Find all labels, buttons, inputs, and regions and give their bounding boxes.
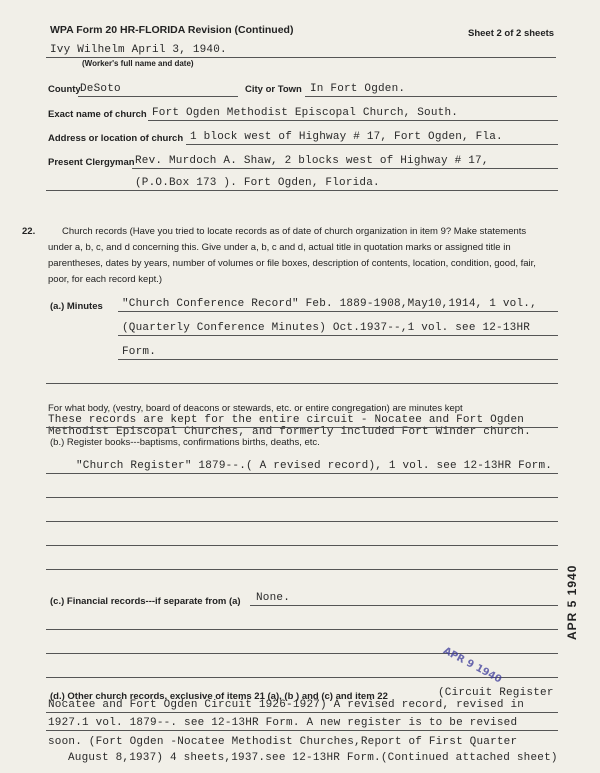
other-records-rule-1: [46, 712, 558, 713]
financial-rule-2: [46, 629, 558, 630]
worker-label: (Worker's full name and date): [82, 59, 194, 68]
register-label: (b.) Register books---baptisms, confirmations births, deaths, etc.: [50, 437, 320, 448]
church-name-value: Fort Ogden Methodist Episcopal Church, South.: [152, 107, 459, 119]
clergy-rule: [132, 168, 558, 169]
city-rule: [305, 96, 557, 97]
instructions-line-4: poor, for each record kept.): [48, 274, 163, 285]
body-rule: [46, 427, 558, 428]
city-label: City or Town: [245, 84, 302, 95]
other-records-line-3: 1927.1 vol. 1879--. see 12-13HR Form. A new register is to be revised: [48, 717, 518, 729]
church-name-rule: [148, 120, 558, 121]
instructions-line-1: Church records (Have you tried to locate records as of date of church organization in item 9? Make statements: [62, 226, 527, 237]
vertical-date-stamp: APR 5 1940: [565, 564, 579, 640]
other-records-line-2: Nocatee and Fort Ogden Circuit 1926-1927) A revised record, revised in: [48, 699, 525, 711]
address-label: Address or location of church: [48, 133, 184, 144]
financial-rule-3: [46, 653, 558, 654]
register-rule-5: [46, 569, 558, 570]
minutes-line-2: (Quarterly Conference Minutes) Oct.1937--,1 vol. see 12-13HR: [122, 322, 531, 334]
register-rule-2: [46, 497, 558, 498]
worker-rule: [46, 57, 556, 58]
other-records-line-5: August 8,1937) 4 sheets,1937.see 12-13HR Form.(Continued attached sheet): [68, 752, 558, 764]
clergy-rule-2: [46, 190, 558, 191]
county-value: DeSoto: [80, 83, 121, 95]
minutes-rule-1: [118, 311, 558, 312]
minutes-label: (a.) Minutes: [50, 301, 103, 312]
clergy-value: Rev. Murdoch A. Shaw, 2 blocks west of Highway # 17,: [135, 155, 489, 167]
register-rule-4: [46, 545, 558, 546]
financial-value: None.: [256, 592, 291, 604]
body-label: For what body, (vestry, board of deacons or stewards, etc. or entire congregation) are minutes kept: [48, 403, 463, 414]
minutes-rule-4: [46, 383, 558, 384]
minutes-line-3: Form.: [122, 346, 157, 358]
county-rule: [78, 96, 238, 97]
worker-name-date: Ivy Wilhelm April 3, 1940.: [50, 44, 227, 56]
address-value: 1 block west of Highway # 17, Fort Ogden, Fla.: [190, 131, 503, 143]
financial-label: (c.) Financial records---if separate from (a): [50, 596, 241, 607]
register-line: "Church Register" 1879--.( A revised record), 1 vol. see 12-13HR Form.: [76, 460, 553, 472]
church-name-label: Exact name of church: [48, 109, 147, 120]
clergy-label: Present Clergyman: [48, 157, 135, 168]
received-stamp: APR 9 1940: [441, 645, 504, 686]
item-number: 22.: [22, 226, 36, 237]
body-line-2: Methodist Episcopal Churches, and formerly included Fort Winder church.: [48, 426, 531, 438]
instructions-line-2: under a, b, c, and d concerning this. Give under a, b, c and d, actual title in quotation marks or assigned title in: [48, 242, 511, 253]
sheet-number: Sheet 2 of 2 sheets: [468, 28, 555, 39]
minutes-rule-3: [118, 359, 558, 360]
register-rule-1: [46, 473, 558, 474]
body-line-1: These records are kept for the entire circuit - Nocatee and Fort Ogden: [48, 414, 525, 426]
address-rule: [186, 144, 558, 145]
register-rule-3: [46, 521, 558, 522]
clergy-value-2: (P.O.Box 173 ). Fort Ogden, Florida.: [135, 177, 380, 189]
financial-rule-1: [250, 605, 558, 606]
other-records-line-4: soon. (Fort Ogden -Nocatee Methodist Churches,Report of First Quarter: [48, 736, 518, 748]
other-records-line-1: (Circuit Register: [438, 687, 554, 699]
financial-rule-4: [46, 677, 558, 678]
minutes-rule-2: [118, 335, 558, 336]
city-value: In Fort Ogden.: [310, 83, 406, 95]
minutes-line-1: "Church Conference Record" Feb. 1889-1908,May10,1914, 1 vol.,: [122, 298, 537, 310]
other-records-label: (d.) Other church records, exclusive of items 21 (a), (b ) and (c) and item 22: [50, 691, 388, 702]
county-label: County: [48, 84, 81, 95]
other-records-rule-2: [46, 730, 558, 731]
instructions-line-3: parentheses, dates by years, number of volumes or file boxes, description of contents, location, condition, good, fair,: [48, 258, 536, 269]
form-title: WPA Form 20 HR-FLORIDA Revision (Continued): [50, 24, 294, 36]
